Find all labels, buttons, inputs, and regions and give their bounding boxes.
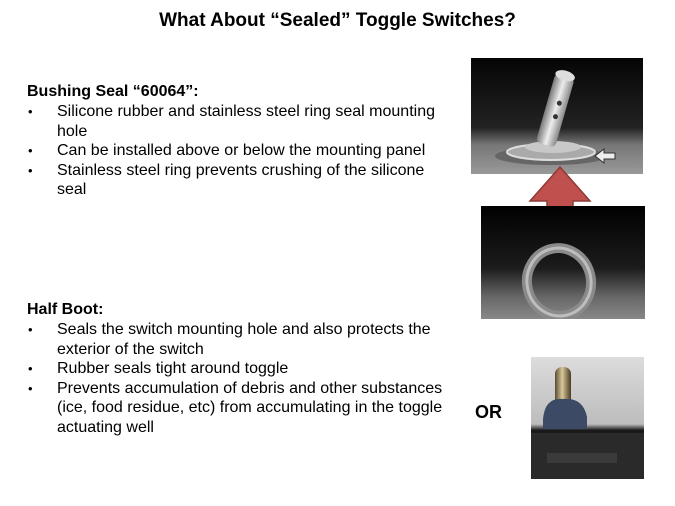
list-item: • Prevents accumulation of debris and other substances (ice, food residue, etc) from accumulating in the toggle actuating well	[27, 379, 447, 438]
slide-title: What About “Sealed” Toggle Switches?	[159, 10, 516, 31]
seal-ring-photo	[481, 206, 645, 319]
bushing-seal-section	[27, 82, 447, 200]
list-item: • Seals the switch mounting hole and also protects the exterior of the switch	[27, 320, 447, 359]
list-item: • Stainless steel ring prevents crushing of the silicone seal	[27, 161, 447, 200]
list-item: • Rubber seals tight around toggle	[27, 359, 447, 379]
half-boot-photo	[531, 357, 644, 479]
bushing-seal-list	[27, 102, 447, 200]
bushing-seal-heading: Bushing Seal “60064”:	[27, 83, 199, 100]
or-label: OR	[475, 402, 502, 422]
list-item: • Can be installed above or below the mounting panel	[27, 141, 447, 161]
half-boot-section	[27, 300, 447, 437]
half-boot-list	[27, 320, 447, 437]
installed-switch-photo	[471, 58, 643, 174]
list-item: • Silicone rubber and stainless steel ring seal mounting hole	[27, 102, 447, 141]
half-boot-heading: Half Boot:	[27, 301, 104, 318]
